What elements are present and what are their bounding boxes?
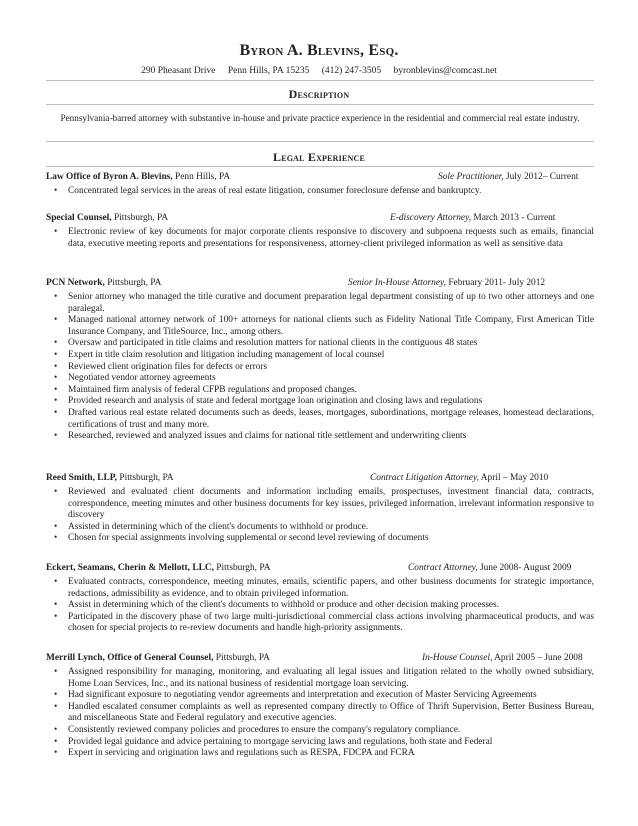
bullet-item: • Reviewed and evaluated client documents and information including emails, prospectuses, investment financial data, contracts, correspondence, meeting minutes and other business documents for key issues, privileged information, irrelevant information responsive to discovery (46, 487, 594, 522)
job-dates: April 2005 – June 2008 (492, 653, 583, 663)
job-entry (46, 563, 594, 635)
job-location: Pittsburgh, PA (117, 473, 174, 483)
job-role: Contract Litigation Attorney, (370, 473, 479, 483)
description-bottom-divider (46, 141, 594, 142)
job-employer: Reed Smith, LLP, (46, 473, 118, 483)
job-role: In-House Counsel, (422, 653, 493, 663)
bullet-item: • Negotiated vendor attorney agreements (46, 373, 594, 385)
bullet-item: • Expert in title claim resolution and litigation including management of local counsel (46, 350, 594, 362)
job-bullets (46, 292, 594, 443)
description-divider (46, 104, 594, 105)
contact-line (0, 66, 638, 76)
job-header (46, 473, 594, 487)
job-employer: Eckert, Seamans, Cherin & Mellott, LLC, (46, 563, 214, 573)
job-dates: February 2011- July 2012 (446, 278, 546, 288)
job-header (46, 563, 594, 577)
bullet-item: • Drafted various real estate related documents such as deeds, leases, mortgages, subordinations, mortgage releases, homestead declarations, certifications of trust and many more. (46, 408, 594, 431)
email[interactable]: byronblevins@comcast.net (393, 66, 497, 76)
job-bullets (46, 186, 594, 198)
bullet-item: • Handled escalated consumer complaints as well as represented company directly to Office of Thrift Supervision, Better Business Bureau, and miscellaneous State and Federal regulatory and executive agencies. (46, 702, 594, 725)
job-header (46, 213, 594, 227)
city: Penn Hills, PA 15235 (227, 66, 310, 76)
description-heading: Description (288, 87, 350, 101)
experience-heading: Legal Experience (273, 150, 365, 164)
bullet-item: • Researched, reviewed and analyzed issues and claims for national title settlement and underwriting clients (46, 431, 594, 443)
job-entry (46, 172, 594, 198)
bullet-item: • Oversaw and participated in title claims and resolution matters for national clients in the contiguous 48 states (46, 338, 594, 350)
job-dates: March 2013 - Current (471, 213, 556, 223)
job-location: Pittsburgh, PA (213, 653, 270, 663)
bullet-item: • Provided legal guidance and advice pertaining to mortgage servicing laws and regulations, both state and Federal (46, 737, 594, 749)
bullet-item: • Had significant exposure to negotiating vendor agreements and interpretation and execution of Master Servicing Agreements (46, 690, 594, 702)
job-role: E-discovery Attorney, (390, 213, 472, 223)
job-dates: July 2012– Current (503, 172, 579, 182)
bullet-item: • Managed national attorney network of 100+ attorneys for national clients such as Fidelity National Title Company, First American Title Insurance Company, and TitleSource, Inc., among others. (46, 315, 594, 338)
job-bullets (46, 487, 594, 545)
job-employer: PCN Network, (46, 278, 105, 288)
candidate-name: Byron A. Blevins, Esq. (239, 42, 399, 59)
job-entry (46, 213, 594, 250)
bullet-item: • Assist in determining which of the client's documents to withhold or produce and other decision making processes. (46, 600, 594, 612)
bullet-item: • Reviewed client origination files for defects or errors (46, 362, 594, 374)
job-dates: June 2008- August 2009 (477, 563, 572, 573)
bullet-item: • Expert in servicing and origination laws and regulations such as RESPA, FDCPA and FCRA (46, 748, 594, 760)
job-bullets (46, 577, 594, 635)
bullet-item: • Electronic review of key documents for major corporate clients responsive to discovery and subpoena requests such as emails, financial data, executive meeting reports and presentations for responsiveness, attorney-client privileged information as well as sensitive data (46, 227, 594, 250)
phone: (412) 247-3505 (321, 66, 382, 76)
job-location: Pittsburgh, PA (104, 278, 162, 288)
job-entry (46, 653, 594, 760)
job-employer: Merrill Lynch, Office of General Counsel, (46, 653, 214, 663)
bullet-item: • Assisted in determining which of the client's documents to withhold or produce. (46, 522, 594, 534)
job-role: Sole Practitioner, (438, 172, 504, 182)
job-header (46, 653, 594, 667)
bullet-item: • Senior attorney who managed the title curative and document preparation legal department consisting of up to two other attorneys and one paralegal. (46, 292, 594, 315)
job-role: Contract Attorney, (408, 563, 478, 573)
bullet-item: • Participated in the discovery phase of two large multi-jurisdictional commercial class actions involving pharmaceutical products, and was chosen for special projects to re-review documents and handle high-priority assignments. (46, 612, 594, 635)
experience-divider (46, 166, 594, 167)
job-header (46, 172, 594, 186)
bullet-item: • Evaluated contracts, correspondence, meeting minutes, emails, scientific papers, and other business documents for strategic importance, redactions, admissibility as evidence, and to obtain privileged information. (46, 577, 594, 600)
job-location: Penn Hills, PA (172, 172, 231, 182)
job-bullets (46, 227, 594, 250)
bullet-item: • Chosen for special assignments involving supplemental or second level reviewing of documents (46, 533, 594, 545)
job-location: Pittsburgh, PA (111, 213, 169, 223)
job-location: Pittsburgh, PA (213, 563, 271, 573)
bullet-item: • Concentrated legal services in the areas of real estate litigation, consumer foreclosure defense and bankruptcy. (46, 186, 594, 198)
header-divider (46, 80, 594, 81)
job-header (46, 278, 594, 292)
bullet-item: • Assigned responsibility for managing, monitoring, and evaluating all legal issues and litigation related to the wholly owned subsidiary, Home Loan Services, Inc., and its national business of residential mortgage loan servicing. (46, 667, 594, 690)
description-text: Pennsylvania-barred attorney with substantive in-house and private practice experience in the residential and commercial real estate industry. (60, 113, 580, 123)
address: 290 Pheasant Drive (141, 66, 216, 76)
job-employer: Special Counsel, (46, 213, 112, 223)
job-employer: Law Office of Byron A. Blevins, (46, 172, 173, 182)
job-role: Senior In-House Attorney, (348, 278, 446, 288)
bullet-item: • Consistently reviewed company policies and procedures to ensure the company's regulatory compliance. (46, 725, 594, 737)
bullet-item: • Provided research and analysis of state and federal mortgage loan origination and closing laws and regulations (46, 396, 594, 408)
job-dates: April – May 2010 (478, 473, 549, 483)
job-entry (46, 473, 594, 545)
job-entry (46, 278, 594, 443)
bullet-item: • Maintained firm analysis of federal CFPB regulations and proposed changes. (46, 385, 594, 397)
job-bullets (46, 667, 594, 760)
